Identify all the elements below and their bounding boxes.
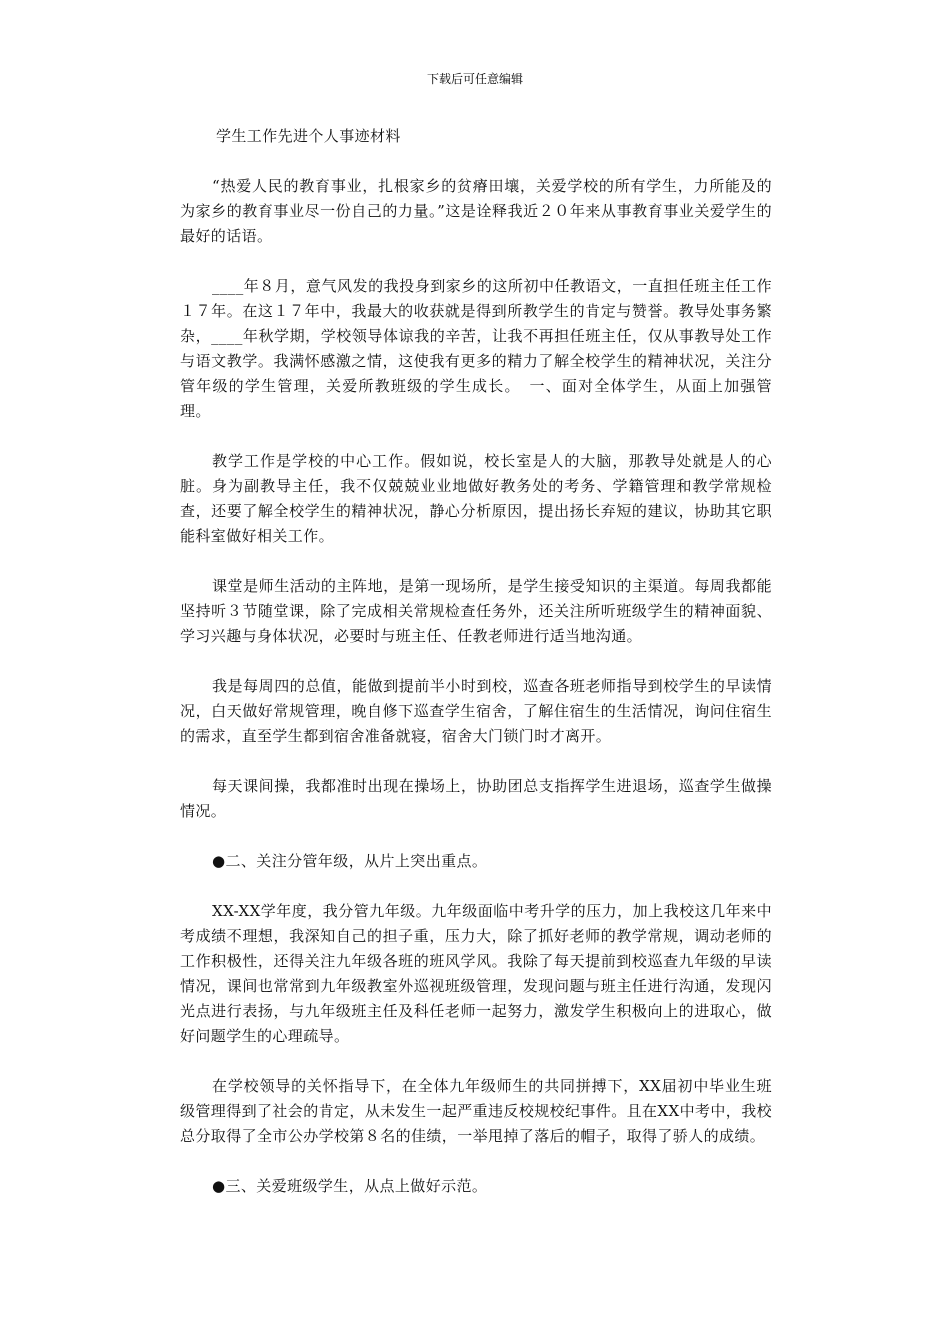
section-heading-two: ●二、关注分管年级，从片上突出重点。 — [212, 852, 488, 870]
paragraph-career: ____年８月，意气风发的我投身到家乡的这所初中任教语文，一直担任班主任工作１７年。在这１７年中，我最大的收获就是得到所教学生的肯定与赞誉。教导处事务繁杂，____年秋学期，学校领导体谅我的辛苦，让我不再担任班主任，仅从事教导处工作与语文教学。我满怀感激之情，这使我有更多的精力了解全校学生的精神状况，关注分管年级的学生管理，关爱所教班级的学生成长。 一、面对全体学生，从面上加强管理。 — [180, 277, 772, 420]
paragraph-teaching: 教学工作是学校的中心工作。假如说，校长室是人的大脑，那教导处就是人的心脏。身为副教导主任，我不仅兢兢业业地做好教务处的考务、学籍管理和教学常规检查，还要了解全校学生的精神状况，静心分析原因，提出扬长弃短的建议，协助其它职能科室做好相关工作。 — [180, 452, 772, 545]
section-heading-three: ●三、关爱班级学生，从点上做好示范。 — [212, 1177, 488, 1195]
paragraph-grade-nine: XX-XX学年度，我分管九年级。九年级面临中考升学的压力，加上我校这几年来中考成绩不理想，我深知自己的担子重，压力大，除了抓好老师的教学常规，调动老师的工作积极性，还得关注九年级各班的班风学风。我除了每天提前到校巡查九年级的早读情况，课间也常常到九年级教室外巡视班级管理，发现问题与班主任进行沟通，发现闪光点进行表扬，与九年级班主任及科任老师一起努力，激发学生积极向上的进取心，做好问题学生的心理疏导。 — [180, 902, 772, 1045]
header-note: 下载后可任意编辑 — [426, 72, 523, 86]
paragraph-exercise: 每天课间操，我都准时出现在操场上，协助团总支指挥学生进退场，巡查学生做操情况。 — [180, 777, 772, 820]
paragraph-results: 在学校领导的关怀指导下，在全体九年级师生的共同拼搏下，XX届初中毕业生班级管理得到了社会的肯定，从未发生一起严重违反校规校纪事件。且在XX中考中，我校总分取得了全市公办学校第８名的佳绩，一举甩掉了落后的帽子，取得了骄人的成绩。 — [180, 1077, 772, 1145]
document-title: 学生工作先进个人事迹材料 — [216, 127, 401, 145]
paragraph-duty: 我是每周四的总值，能做到提前半小时到校，巡查各班老师指导到校学生的早读情况，白天做好常规管理，晚自修下巡查学生宿舍，了解住宿生的生活情况，询问住宿生的需求，直至学生都到宿舍准备就寝，宿舍大门锁门时才离开。 — [180, 677, 772, 745]
document-body — [180, 124, 772, 1224]
paragraph-quote: “热爱人民的教育事业，扎根家乡的贫瘠田壤，关爱学校的所有学生，力所能及的为家乡的教育事业尽一份自己的力量。”这是诠释我近２０年来从事教育事业关爱学生的最好的话语。 — [180, 177, 772, 245]
paragraph-classroom: 课堂是师生活动的主阵地，是第一现场所，是学生接受知识的主渠道。每周我都能坚持听３节随堂课，除了完成相关常规检查任务外，还关注所听班级学生的精神面貌、学习兴趣与身体状况，必要时与班主任、任教老师进行适当地沟通。 — [180, 577, 772, 645]
